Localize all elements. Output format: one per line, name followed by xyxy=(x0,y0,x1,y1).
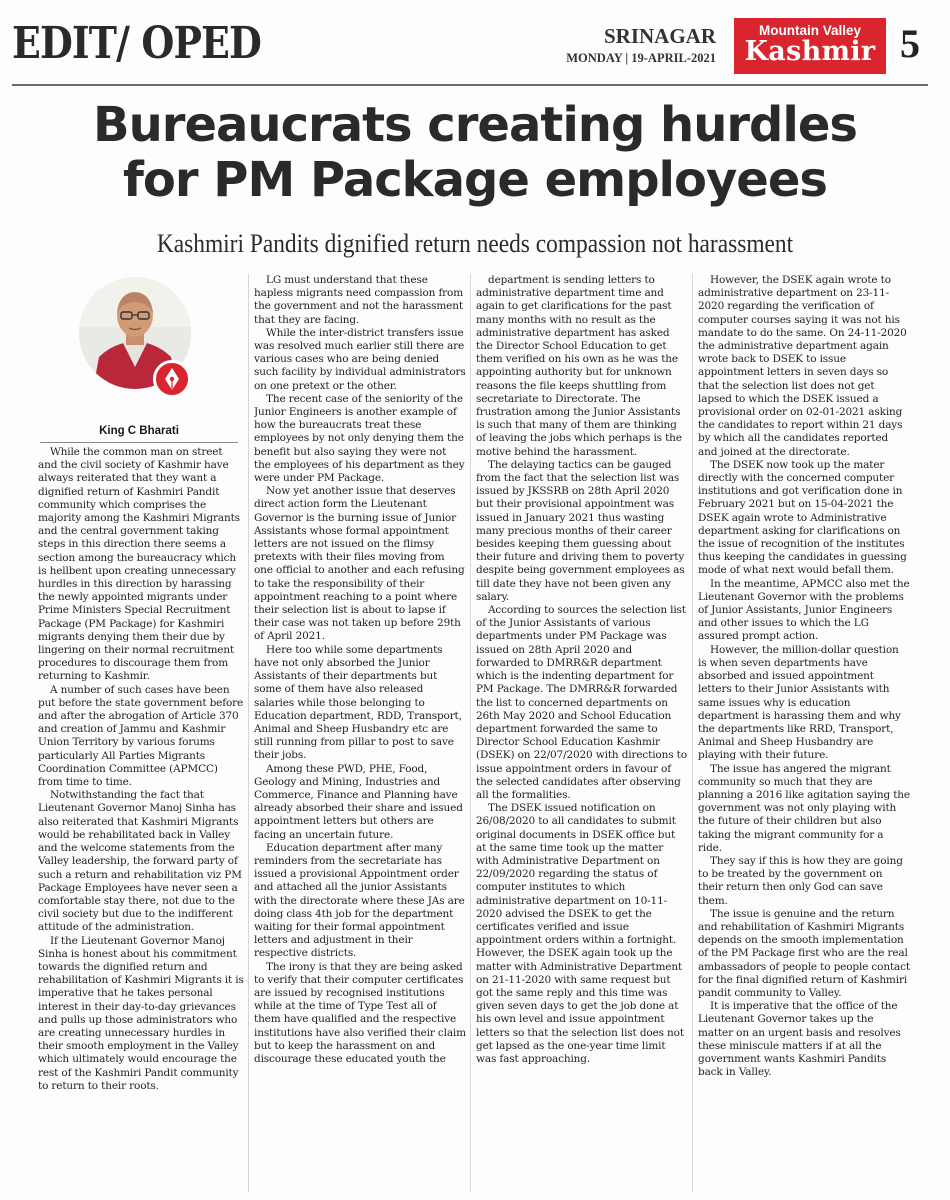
masthead-rule xyxy=(12,84,928,86)
page-number: 5 xyxy=(900,21,920,66)
byline-author: King C Bharati xyxy=(99,425,179,437)
paragraph: However, the million-dollar question is when seven departments have absorbed and issued appointment letters to their Junior Assistants with same issues why is education department is harassing them and why the departments like RRD, Transport, Animal and Sheep Husbandry are playing with their future. xyxy=(698,643,901,762)
column-divider xyxy=(470,274,471,1192)
masthead xyxy=(12,18,928,80)
byline-rule xyxy=(40,442,238,443)
subheadline: Kashmiri Pandits dignified return needs compassion not harassment xyxy=(156,229,794,258)
paragraph: According to sources the selection list of the Junior Assistants of various departments under PM Package was issued on 28th April 2020 and forwarded to DMRR&R department which is the indenting department for PM Package. The DMRR&R forwarded the list to concerned departments on 26th May 2020 and School Education department forwarded the same to Director School Education Kashmir (DSEK) on 22/07/2020 with directions to issue appointment orders in favour of the selected candidates after observing all the formalities. xyxy=(476,604,687,801)
column-divider xyxy=(692,274,693,1192)
paragraph: The issue is genuine and the return and rehabilitation of Kashmiri Migrants depends on the smooth implementation of the PM Package first who are the real ambassadors of people to people contact for the final dignified return of Kashmiri pandit community to Valley. xyxy=(698,907,910,999)
paragraph: While the common man on street and the civil society of Kashmir have always reiterated that they want a dignified return of Kashmiri Pandit community which comprises the majority among the Kashmiri Migrants and the central government taking steps in this direction there seems a section among the bureaucracy which is hellbent upon creating unnecessary hurdles in this direction by harassing the newly appointed migrants under Prime Ministers Special Recruitment Package (PM Package) for Kashmiri migrants denying them their due by lingering on their normal recruitment procedures to discourage them from returning to Kashmir. xyxy=(38,446,240,683)
paragraph: LG must understand that these hapless migrants need compassion from the government and not the harassment that they are facing. xyxy=(254,274,464,326)
paragraph: Notwithstanding the fact that Lieutenant Governor Manoj Sinha has also reiterated that Kashmiri Migrants would be rehabilitated back in Valley and the welcome statements from the Valley leadership, the forward party of such a return and rehabilitation viz PM Package Employees have never seen a comfortable stay there, not due to the civil society but due to the indifferent attitude of the administration. xyxy=(38,789,242,934)
fountain-pen-icon xyxy=(153,360,191,398)
paragraph: In the meantime, APMCC also met the Lieutenant Governor with the problems of Junior Assistants, Junior Engineers and other issues to which the LG assured prompt action. xyxy=(698,577,910,643)
paragraph: However, the DSEK again wrote to administrative department on 23-11-2020 regarding the verification of computer courses saying it was not his mandate to do the same. On 24-11-2020 the administrative department again wrote back to DSEK to issue appointment letters in seven days so that the selection list does not get lapsed to which the DSEK issued a provisional order on 02-01-2021 asking the candidates to report within 21 days by which all the candidates reported and joined at the directorate. xyxy=(698,274,907,458)
paragraph: A number of such cases have been put before the state government before and after the abrogation of Article 370 and creation of Jammu and Kashmir Union Territory by various forums particularly All Parties Migrants Coordination Committee (APMCC) from time to time. xyxy=(38,683,244,789)
article-column-1 xyxy=(38,446,244,1192)
paragraph: It is imperative that the office of the Lieutenant Governor takes up the matter on an urgent basis and resolves these miniscule matters if at all the government wants Kashmiri Pandits back in Valley. xyxy=(698,1000,901,1079)
dateline-date: MONDAY | 19-APRIL-2021 xyxy=(566,51,716,65)
article-column-4 xyxy=(698,274,910,1194)
paragraph: department is sending letters to administrative department time and again to get clarifications for the past many months with no result as the administrative department has asked the Director School Education to get them verified on his own as he was the appointing authority but for unknown reasons the file keeps shuttling from secretariate to Directorate. The frustration among the Junior Assistants is such that many of them are thinking of leaving the jobs which perhaps is the motive behind the harassment. xyxy=(476,274,682,458)
paragraph: Here too while some departments have not only absorbed the Junior Assistants of their departments but some of them have also released salaries while those belonging to Education department, RDD, Transport, Animal and Sheep Husbandry etc are still running from pillar to post to save their jobs. xyxy=(254,643,462,762)
section-label: EDIT/ OPED xyxy=(12,18,261,69)
paragraph: The recent case of the seniority of the Junior Engineers is another example of how the bureaucrats treat these employees by not only denying them the benefit but also saying they were not the employees of his department as they were under PM Package. xyxy=(254,392,465,485)
logo-wordmark: Kashmir xyxy=(744,36,876,67)
paragraph: The DSEK now took up the mater directly with the concerned computer institutions and got verification done in February 2021 but on 15-04-2021 the DSEK again wrote to Administrative department asking for clarifications on the issue of recognition of the institutes thus keeping the candidates in guessing mode of what next would befall them. xyxy=(698,458,907,577)
dateline-city: SRINAGAR xyxy=(603,24,716,48)
headline xyxy=(20,98,930,208)
logo-tagline: Mountain Valley xyxy=(758,23,862,38)
paragraph: Among these PWD, PHE, Food, Geology and Mining, Industries and Commerce, Finance and Planning have already absorbed their share and issued appointment letters but others are facing an uncertain future. xyxy=(254,762,463,841)
paragraph: If the Lieutenant Governor Manoj Sinha is honest about his commitment towards the dignified return and rehabilitation of Kashmiri Migrants it is imperative that he takes personal interest in their day-to-day grievances and pulls up those administrators who are creating unnecessary hurdles in their smooth employment in the Valley which ultimately would encourage the rest of the Kashmiri Pandit community to return to their roots. xyxy=(38,934,244,1092)
article-column-3 xyxy=(476,274,688,1194)
paragraph: They say if this is how they are going to be treated by the government on their return then only God can save them. xyxy=(698,854,903,907)
paragraph: The irony is that they are being asked to verify that their computer certificates are issued by recognised institutions while at the time of Type Test all of them have qualified and the respective institutions have also verified their claim but to keep the harassment on and discourage these educated youth the xyxy=(254,960,466,1065)
paragraph: The delaying tactics can be gauged from the fact that the selection list was issued by JKSSRB on 28th April 2020 but their provisional appointment was issued in January 2021 thus wasting many precious months of their career besides keeping them guessing about their future and driving them to poverty despite being government employees as till date they have not been given any salary. xyxy=(476,458,685,603)
paragraph: While the inter-district transfers issue was resolved much earlier still there are various cases who are being denied such facility by individual administrators on one pretext or the other. xyxy=(254,326,466,392)
paragraph: The issue has angered the migrant community so much that they are planning a 2016 like agitation saying the government was not only playing with the future of their children but also taking the migrant community for a ride. xyxy=(698,762,910,854)
article-column-2 xyxy=(254,274,466,1194)
column-divider xyxy=(248,274,249,1192)
newspaper-logo xyxy=(734,18,886,74)
paragraph: Now yet another issue that deserves direct action form the Lieutenant Governor is the burning issue of Junior Assistants whose formal appointment letters are not issued on the flimsy pretexts with their files moving from one official to another and each refusing to take the responsibility of their appointment reaching to a point where their selection list is about to lapse if their case was not taken up before 29th of April 2021. xyxy=(254,485,465,643)
dateline xyxy=(566,24,716,66)
headline-line-1: Bureaucrats creating hurdles xyxy=(93,97,857,153)
paragraph: The DSEK issued notification on 26/08/2020 to all candidates to submit original documents in DSEK office but at the same time took up the matter with Administrative Department on 22/09/2020 regarding the status of computer institutes to which administrative department on 10-11-2020 advised the DSEK to get the certificates verified and issue appointment orders within a fortnight. However, the DSEK again took up the matter with Administrative Department on 21-11-2020 with same request but got the same reply and this time was given seven days to get the job done at his own level and issue appointment letters so that the selection list does not get lapsed as the one-year time limit was fast approaching. xyxy=(476,802,684,1065)
headline-line-2: for PM Package employees xyxy=(123,152,827,208)
paragraph: Education department after many reminders from the secretariate has issued a provisional Appointment order and attached all the junior Assistants with the directorate where these JAs are doing class 4th job for the department waiting for their formal appointment letters and adjustment in their respective districts. xyxy=(254,841,465,960)
